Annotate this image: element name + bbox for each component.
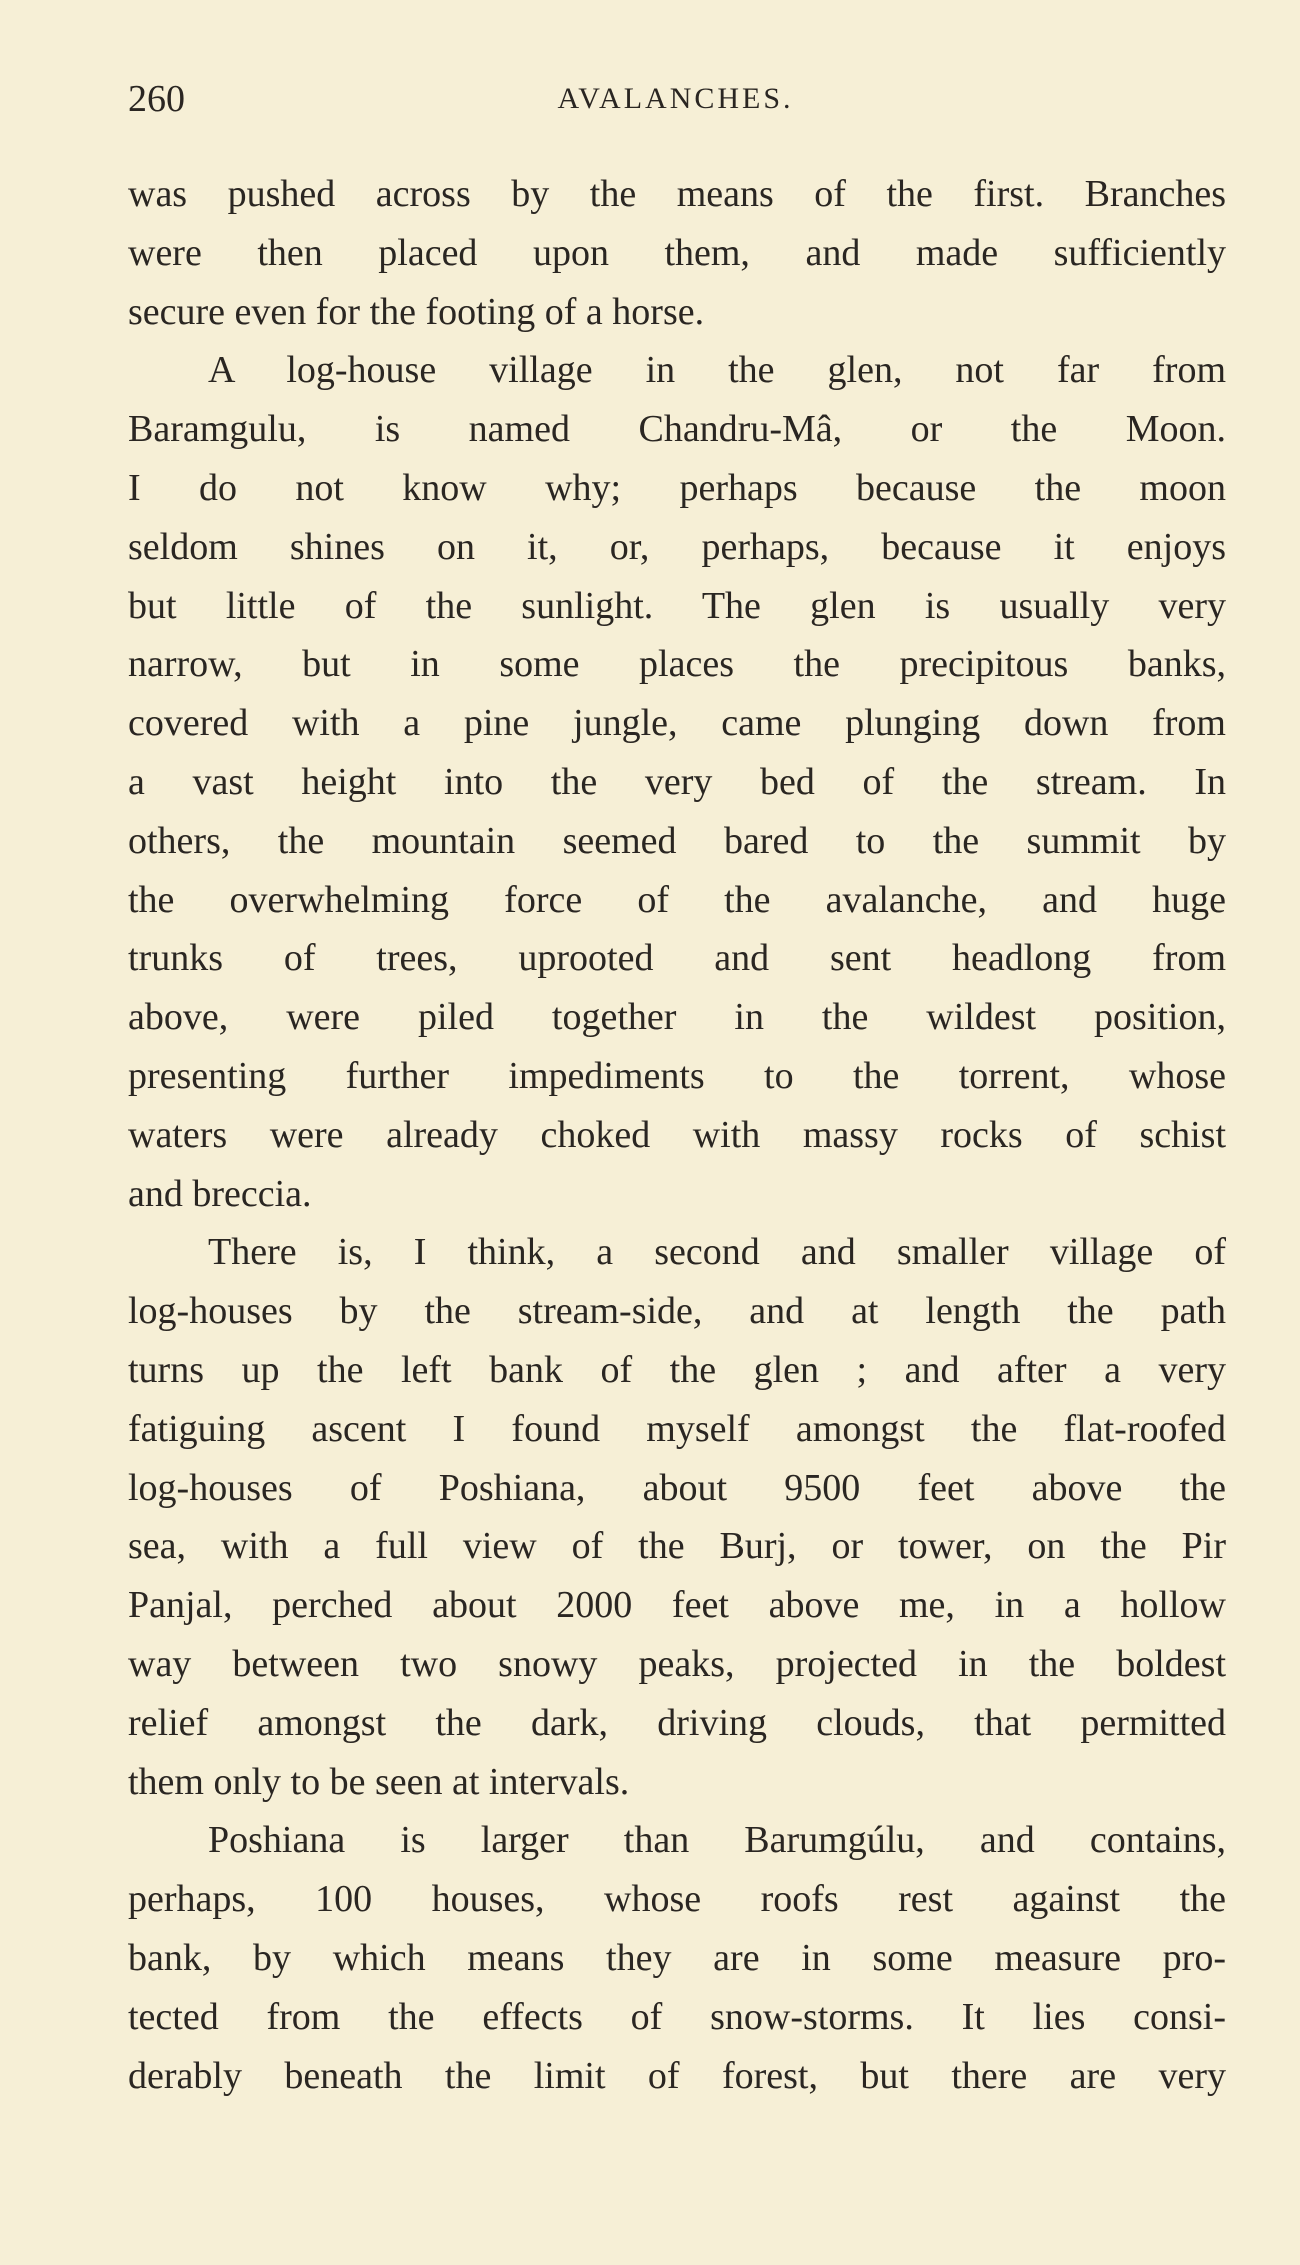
text-line: I do not know why; perhaps because the moon bbox=[128, 466, 1226, 509]
running-head bbox=[128, 74, 1223, 124]
text-line: sea, with a full view of the Burj, or tower, on the Pir bbox=[128, 1525, 1226, 1568]
text-line: fatiguing ascent I found myself amongst the flat-roofed bbox=[128, 1407, 1226, 1450]
text-line: trunks of trees, uprooted and sent headlong from bbox=[128, 937, 1226, 980]
running-title: AVALANCHES. bbox=[557, 82, 794, 115]
text-line: Poshiana is larger than Barumgúlu, and contains, bbox=[208, 1819, 1226, 1862]
text-line: log-houses by the stream-side, and at length the path bbox=[128, 1290, 1226, 1333]
text-line: narrow, but in some places the precipitous banks, bbox=[128, 643, 1226, 686]
text-line: waters were already choked with massy rocks of schist bbox=[128, 1113, 1226, 1156]
text-line: perhaps, 100 houses, whose roofs rest against the bbox=[128, 1878, 1226, 1921]
text-line: secure even for the footing of a horse. bbox=[128, 290, 705, 333]
text-line: seldom shines on it, or, perhaps, because it enjoys bbox=[128, 525, 1226, 568]
text-line: others, the mountain seemed bared to the summit by bbox=[128, 819, 1226, 862]
text-line: There is, I think, a second and smaller village of bbox=[208, 1231, 1226, 1274]
text-line: the overwhelming force of the avalanche, and huge bbox=[128, 878, 1226, 921]
text-line: above, were piled together in the wildest position, bbox=[128, 996, 1226, 1039]
text-line: presenting further impediments to the torrent, whose bbox=[128, 1054, 1226, 1097]
page-number: 260 bbox=[128, 78, 185, 120]
body-text bbox=[128, 165, 1226, 2105]
text-line: turns up the left bank of the glen ; and after a very bbox=[128, 1348, 1226, 1391]
text-line: were then placed upon them, and made sufficiently bbox=[128, 231, 1226, 274]
text-line: Baramgulu, is named Chandru-Mâ, or the Moon. bbox=[128, 408, 1226, 451]
text-line: Panjal, perched about 2000 feet above me, in a hollow bbox=[128, 1584, 1226, 1627]
text-line: log-houses of Poshiana, about 9500 feet above the bbox=[128, 1466, 1226, 1509]
text-line: way between two snowy peaks, projected in the boldest bbox=[128, 1642, 1226, 1685]
text-line: tected from the effects of snow-storms. It lies consi- bbox=[128, 1995, 1226, 2038]
text-line: A log-house village in the glen, not far from bbox=[208, 349, 1226, 392]
text-line: derably beneath the limit of forest, but there are very bbox=[128, 2054, 1226, 2097]
text-line: covered with a pine jungle, came plunging down from bbox=[128, 702, 1226, 745]
text-line: but little of the sunlight. The glen is usually very bbox=[128, 584, 1226, 627]
text-line: relief amongst the dark, driving clouds, that permitted bbox=[128, 1701, 1226, 1744]
text-line: was pushed across by the means of the first. Branches bbox=[128, 173, 1226, 215]
text-line: bank, by which means they are in some measure pro- bbox=[128, 1936, 1226, 1979]
text-line: a vast height into the very bed of the stream. In bbox=[128, 760, 1226, 803]
text-line: and breccia. bbox=[128, 1172, 312, 1215]
text-line: them only to be seen at intervals. bbox=[128, 1760, 630, 1803]
